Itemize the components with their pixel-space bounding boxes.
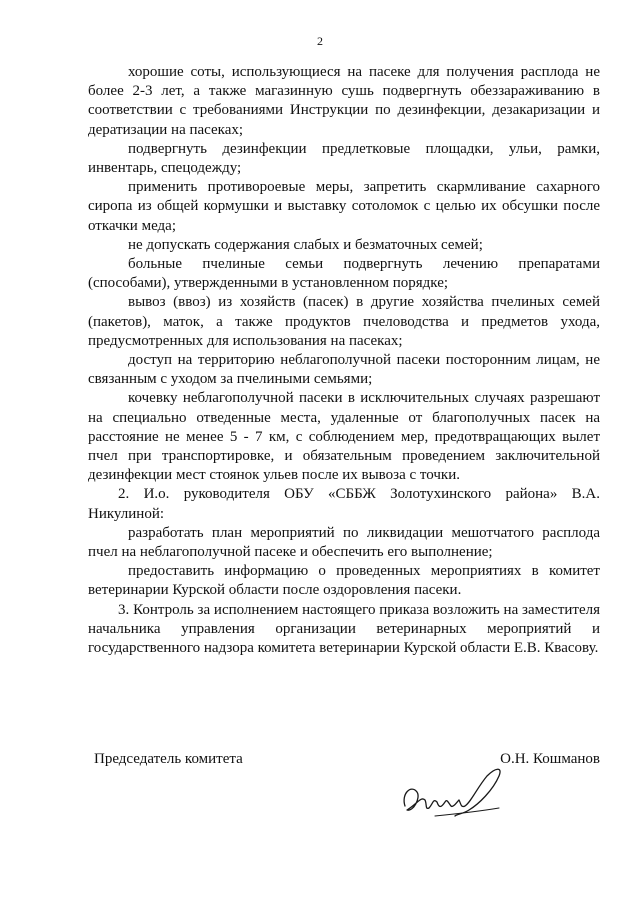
handwritten-signature: [395, 758, 515, 828]
item-3-control: 3. Контроль за исполнением настоящего приказа возложить на заместителя начальника управления организации ветеринарных мероприятий и государственного надзора комитета ветеринарии Курской области Е.В. Квасову.: [88, 601, 600, 657]
paragraph-disinfection: подвергнуть дезинфекции предлетковые площадки, ульи, рамки, инвентарь, спецодежду;: [88, 140, 600, 177]
item-2-heading: 2. И.о. руководителя ОБУ «СББЖ Золотухинского района» В.А. Никулиной:: [88, 486, 600, 522]
item-2-report: предоставить информацию о проведенных мероприятиях в комитет ветеринарии Курской области после оздоровления пасеки.: [88, 563, 600, 599]
paragraph-migration: кочевку неблагополучной пасеки в исключительных случаях разрешают на специально отведенные места, удаленные от благополучных пасек на расстояние не менее 5 - 7 км, с соблюдением мер, предотвращающих вылет пчел при транспортировке, и обязательным проведением заключительной дезинфекции мест стоянок ульев после их вывоза с точки.: [88, 390, 600, 484]
signer-name: О.Н. Кошманов: [500, 751, 600, 767]
paragraph-anti-swarming: применить противороевые меры, запретить скармливание сахарного сиропа из общей кормушки и выставку сотоломок с целью их обсушки после откачки меда;: [88, 179, 600, 234]
paragraph-access: доступ на территорию неблагополучной пасеки посторонним лицам, не связанным с уходом за пчелиными семьями;: [88, 352, 600, 388]
signer-title: Председатель комитета: [94, 751, 243, 767]
paragraph-weak-colonies: не допускать содержания слабых и безматочных семей;: [128, 236, 483, 253]
paragraph-transport: вывоз (ввоз) из хозяйств (пасек) в другие хозяйства пчелиных семей (пакетов), маток, а также продуктов пчеловодства и предметов ухода, предусмотренных для использования на пасеках;: [88, 294, 600, 349]
item-2-plan: разработать план мероприятий по ликвидации мешотчатого расплода пчел на неблагополучной пасеке и обеспечить его выполнение;: [88, 524, 600, 561]
paragraph-combs: хорошие соты, использующиеся на пасеке для получения расплода не более 2-3 лет, а также магазинную сушь подвергнуть обеззараживанию в соответствии с требованиями Инструкции по дезинфекции, дезакаризации и дератизации на пасеках;: [88, 64, 600, 138]
signature-block: [88, 751, 600, 771]
page-number: 2: [317, 34, 323, 48]
paragraph-treatment: больные пчелиные семьи подвергнуть лечению препаратами (способами), утвержденными в установленном порядке;: [88, 256, 600, 292]
document-body: [88, 63, 600, 658]
